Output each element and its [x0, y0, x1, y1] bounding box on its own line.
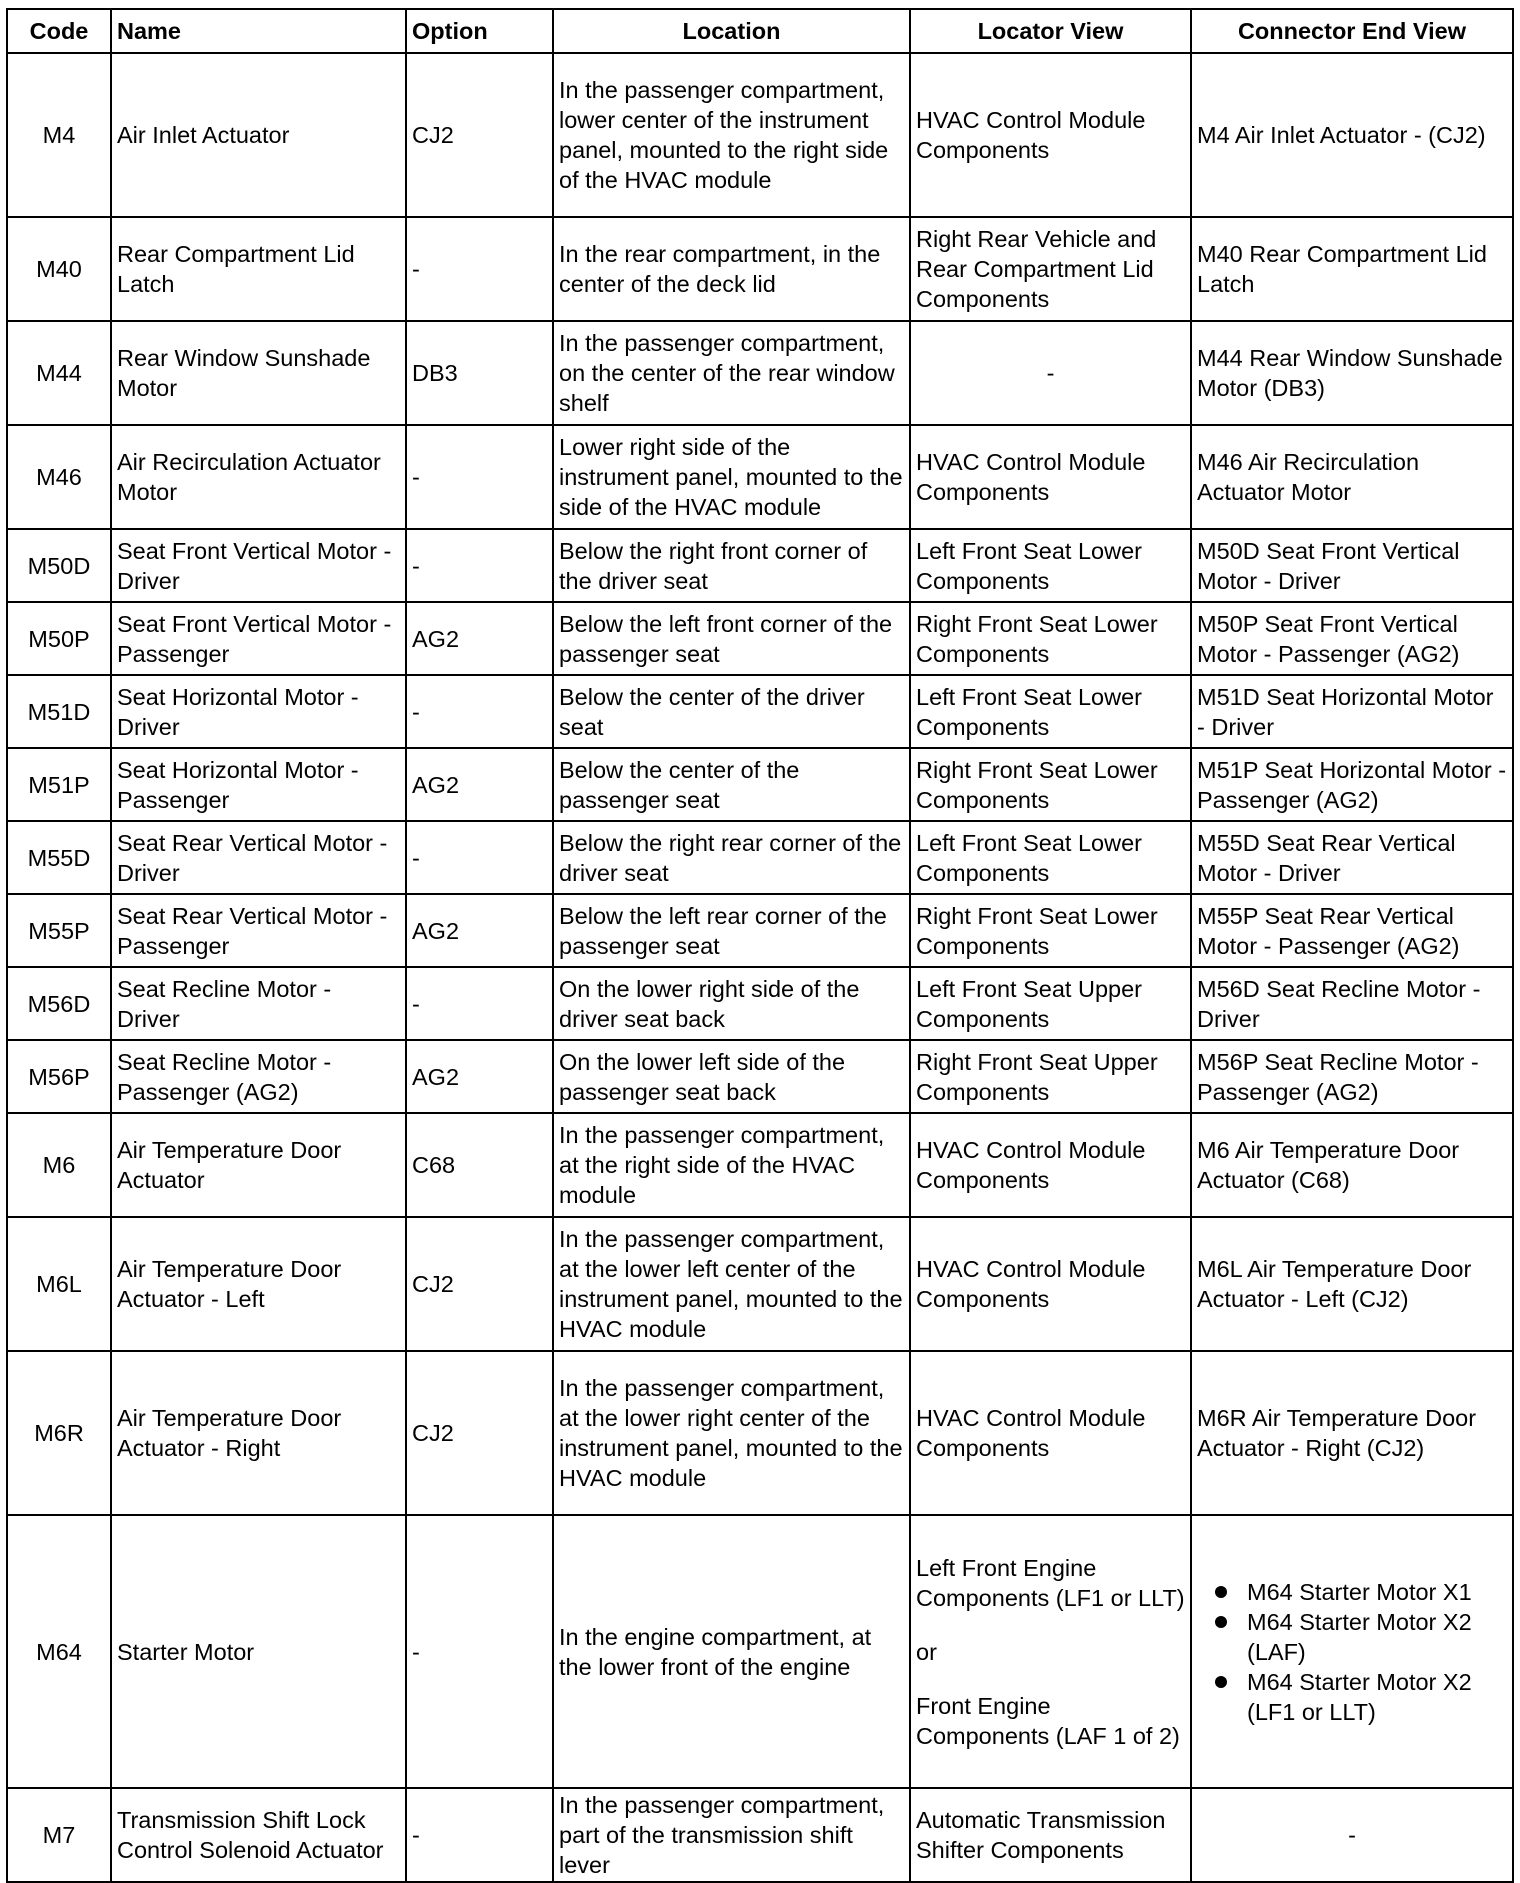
- locator-view-cell: HVAC Control Module Components: [910, 1113, 1191, 1217]
- table-row: [7, 602, 1513, 675]
- locator-view-cell: Right Front Seat Lower Components: [910, 894, 1191, 967]
- locator-view-cell: HVAC Control Module Components: [910, 1217, 1191, 1351]
- code-cell: M50D: [7, 529, 111, 602]
- connector-end-view-cell: -: [1191, 1788, 1513, 1882]
- connector-end-view-cell: [1191, 1515, 1513, 1788]
- option-cell: AG2: [406, 894, 553, 967]
- code-cell: M50P: [7, 602, 111, 675]
- option-cell: -: [406, 675, 553, 748]
- locator-view-cell: Left Front Seat Lower Components: [910, 675, 1191, 748]
- locator-view-cell: -: [910, 321, 1191, 425]
- connector-end-view-cell: M46 Air Recirculation Actuator Motor: [1191, 425, 1513, 529]
- locator-view-cell: Automatic Transmission Shifter Components: [910, 1788, 1191, 1882]
- component-locator-table: [6, 8, 1514, 1883]
- locator-view-text: Front Engine Components (LAF 1 of 2): [916, 1692, 1180, 1749]
- table-row: [7, 217, 1513, 321]
- location-cell: In the engine compartment, at the lower front of the engine: [553, 1515, 910, 1788]
- name-cell: Air Temperature Door Actuator - Right: [111, 1351, 406, 1515]
- table-row: [7, 967, 1513, 1040]
- option-cell: AG2: [406, 748, 553, 821]
- header-location: Location: [553, 9, 910, 53]
- connector-end-view-cell: M6 Air Temperature Door Actuator (C68): [1191, 1113, 1513, 1217]
- option-cell: C68: [406, 1113, 553, 1217]
- name-cell: Seat Horizontal Motor - Driver: [111, 675, 406, 748]
- option-cell: -: [406, 967, 553, 1040]
- option-cell: AG2: [406, 1040, 553, 1113]
- location-cell: Below the right front corner of the driver seat: [553, 529, 910, 602]
- header-name: Name: [111, 9, 406, 53]
- table-row: [7, 1351, 1513, 1515]
- connector-end-view-cell: M56P Seat Recline Motor - Passenger (AG2): [1191, 1040, 1513, 1113]
- list-item: M64 Starter Motor X1: [1207, 1577, 1507, 1607]
- name-cell: Rear Compartment Lid Latch: [111, 217, 406, 321]
- locator-view-cell: Right Front Seat Lower Components: [910, 748, 1191, 821]
- code-cell: M64: [7, 1515, 111, 1788]
- code-cell: M6: [7, 1113, 111, 1217]
- header-connector-end-view: Connector End View: [1191, 9, 1513, 53]
- header-locator-view: Locator View: [910, 9, 1191, 53]
- connector-end-view-cell: M4 Air Inlet Actuator - (CJ2): [1191, 53, 1513, 217]
- name-cell: Seat Recline Motor - Passenger (AG2): [111, 1040, 406, 1113]
- table-row: [7, 1217, 1513, 1351]
- location-cell: Below the center of the driver seat: [553, 675, 910, 748]
- connector-end-view-cell: M51P Seat Horizontal Motor - Passenger (AG2): [1191, 748, 1513, 821]
- location-cell: In the passenger compartment, at the lower right center of the instrument panel, mounted to the HVAC module: [553, 1351, 910, 1515]
- location-cell: In the passenger compartment, at the right side of the HVAC module: [553, 1113, 910, 1217]
- table-row: [7, 1788, 1513, 1882]
- locator-view-cell: Left Front Seat Lower Components: [910, 821, 1191, 894]
- code-cell: M40: [7, 217, 111, 321]
- option-cell: AG2: [406, 602, 553, 675]
- header-option: Option: [406, 9, 553, 53]
- name-cell: Starter Motor: [111, 1515, 406, 1788]
- locator-view-cell: HVAC Control Module Components: [910, 425, 1191, 529]
- code-cell: M7: [7, 1788, 111, 1882]
- connector-end-view-cell: M51D Seat Horizontal Motor - Driver: [1191, 675, 1513, 748]
- name-cell: Seat Front Vertical Motor - Driver: [111, 529, 406, 602]
- name-cell: Air Temperature Door Actuator: [111, 1113, 406, 1217]
- connector-list: [1197, 1577, 1507, 1727]
- location-cell: In the passenger compartment, at the lower left center of the instrument panel, mounted to the HVAC module: [553, 1217, 910, 1351]
- name-cell: Seat Recline Motor - Driver: [111, 967, 406, 1040]
- table-row: [7, 894, 1513, 967]
- table-row: [7, 425, 1513, 529]
- table-row: [7, 53, 1513, 217]
- location-cell: In the passenger compartment, on the center of the rear window shelf: [553, 321, 910, 425]
- name-cell: Seat Rear Vertical Motor - Passenger: [111, 894, 406, 967]
- connector-end-view-cell: M55P Seat Rear Vertical Motor - Passenger (AG2): [1191, 894, 1513, 967]
- connector-end-view-cell: M40 Rear Compartment Lid Latch: [1191, 217, 1513, 321]
- code-cell: M51P: [7, 748, 111, 821]
- code-cell: M56P: [7, 1040, 111, 1113]
- table-row: [7, 1515, 1513, 1788]
- option-cell: -: [406, 1788, 553, 1882]
- code-cell: M6L: [7, 1217, 111, 1351]
- name-cell: Seat Horizontal Motor - Passenger: [111, 748, 406, 821]
- table-row: [7, 1040, 1513, 1113]
- name-cell: Transmission Shift Lock Control Solenoid Actuator: [111, 1788, 406, 1882]
- locator-view-cell: [910, 1515, 1191, 1788]
- code-cell: M56D: [7, 967, 111, 1040]
- location-cell: Lower right side of the instrument panel, mounted to the side of the HVAC module: [553, 425, 910, 529]
- table-row: [7, 1113, 1513, 1217]
- table-row: [7, 321, 1513, 425]
- connector-end-view-cell: M50D Seat Front Vertical Motor - Driver: [1191, 529, 1513, 602]
- table-row: [7, 748, 1513, 821]
- location-cell: On the lower right side of the driver seat back: [553, 967, 910, 1040]
- locator-view-text: or: [916, 1638, 937, 1665]
- location-cell: In the passenger compartment, part of the transmission shift lever: [553, 1788, 910, 1882]
- name-cell: Rear Window Sunshade Motor: [111, 321, 406, 425]
- code-cell: M55D: [7, 821, 111, 894]
- option-cell: -: [406, 217, 553, 321]
- code-cell: M4: [7, 53, 111, 217]
- list-item: M64 Starter Motor X2 (LAF): [1207, 1607, 1507, 1667]
- location-cell: Below the right rear corner of the driver seat: [553, 821, 910, 894]
- option-cell: -: [406, 425, 553, 529]
- location-cell: Below the left front corner of the passenger seat: [553, 602, 910, 675]
- connector-end-view-cell: M50P Seat Front Vertical Motor - Passenger (AG2): [1191, 602, 1513, 675]
- location-cell: In the passenger compartment, lower center of the instrument panel, mounted to the right side of the HVAC module: [553, 53, 910, 217]
- code-cell: M44: [7, 321, 111, 425]
- locator-view-cell: HVAC Control Module Components: [910, 53, 1191, 217]
- code-cell: M6R: [7, 1351, 111, 1515]
- list-item: M64 Starter Motor X2 (LF1 or LLT): [1207, 1667, 1507, 1727]
- locator-view-cell: Right Front Seat Upper Components: [910, 1040, 1191, 1113]
- locator-view-cell: Left Front Seat Lower Components: [910, 529, 1191, 602]
- option-cell: -: [406, 821, 553, 894]
- connector-end-view-cell: M6L Air Temperature Door Actuator - Left (CJ2): [1191, 1217, 1513, 1351]
- connector-end-view-cell: M55D Seat Rear Vertical Motor - Driver: [1191, 821, 1513, 894]
- table-row: [7, 675, 1513, 748]
- connector-end-view-cell: M44 Rear Window Sunshade Motor (DB3): [1191, 321, 1513, 425]
- locator-view-cell: HVAC Control Module Components: [910, 1351, 1191, 1515]
- table-row: [7, 529, 1513, 602]
- location-cell: Below the center of the passenger seat: [553, 748, 910, 821]
- table-row: [7, 821, 1513, 894]
- option-cell: -: [406, 529, 553, 602]
- code-cell: M46: [7, 425, 111, 529]
- header-row: [7, 9, 1513, 53]
- locator-view-cell: Right Rear Vehicle and Rear Compartment Lid Components: [910, 217, 1191, 321]
- name-cell: Seat Front Vertical Motor - Passenger: [111, 602, 406, 675]
- option-cell: CJ2: [406, 1351, 553, 1515]
- header-code: Code: [7, 9, 111, 53]
- location-cell: On the lower left side of the passenger seat back: [553, 1040, 910, 1113]
- locator-view-cell: Right Front Seat Lower Components: [910, 602, 1191, 675]
- code-cell: M51D: [7, 675, 111, 748]
- option-cell: CJ2: [406, 53, 553, 217]
- connector-end-view-cell: M56D Seat Recline Motor - Driver: [1191, 967, 1513, 1040]
- code-cell: M55P: [7, 894, 111, 967]
- locator-view-cell: Left Front Seat Upper Components: [910, 967, 1191, 1040]
- option-cell: -: [406, 1515, 553, 1788]
- name-cell: Air Inlet Actuator: [111, 53, 406, 217]
- location-cell: Below the left rear corner of the passenger seat: [553, 894, 910, 967]
- connector-end-view-cell: M6R Air Temperature Door Actuator - Right (CJ2): [1191, 1351, 1513, 1515]
- option-cell: DB3: [406, 321, 553, 425]
- name-cell: Air Temperature Door Actuator - Left: [111, 1217, 406, 1351]
- name-cell: Air Recirculation Actuator Motor: [111, 425, 406, 529]
- location-cell: In the rear compartment, in the center of the deck lid: [553, 217, 910, 321]
- option-cell: CJ2: [406, 1217, 553, 1351]
- locator-view-text: Left Front Engine Components (LF1 or LLT): [916, 1554, 1185, 1611]
- name-cell: Seat Rear Vertical Motor - Driver: [111, 821, 406, 894]
